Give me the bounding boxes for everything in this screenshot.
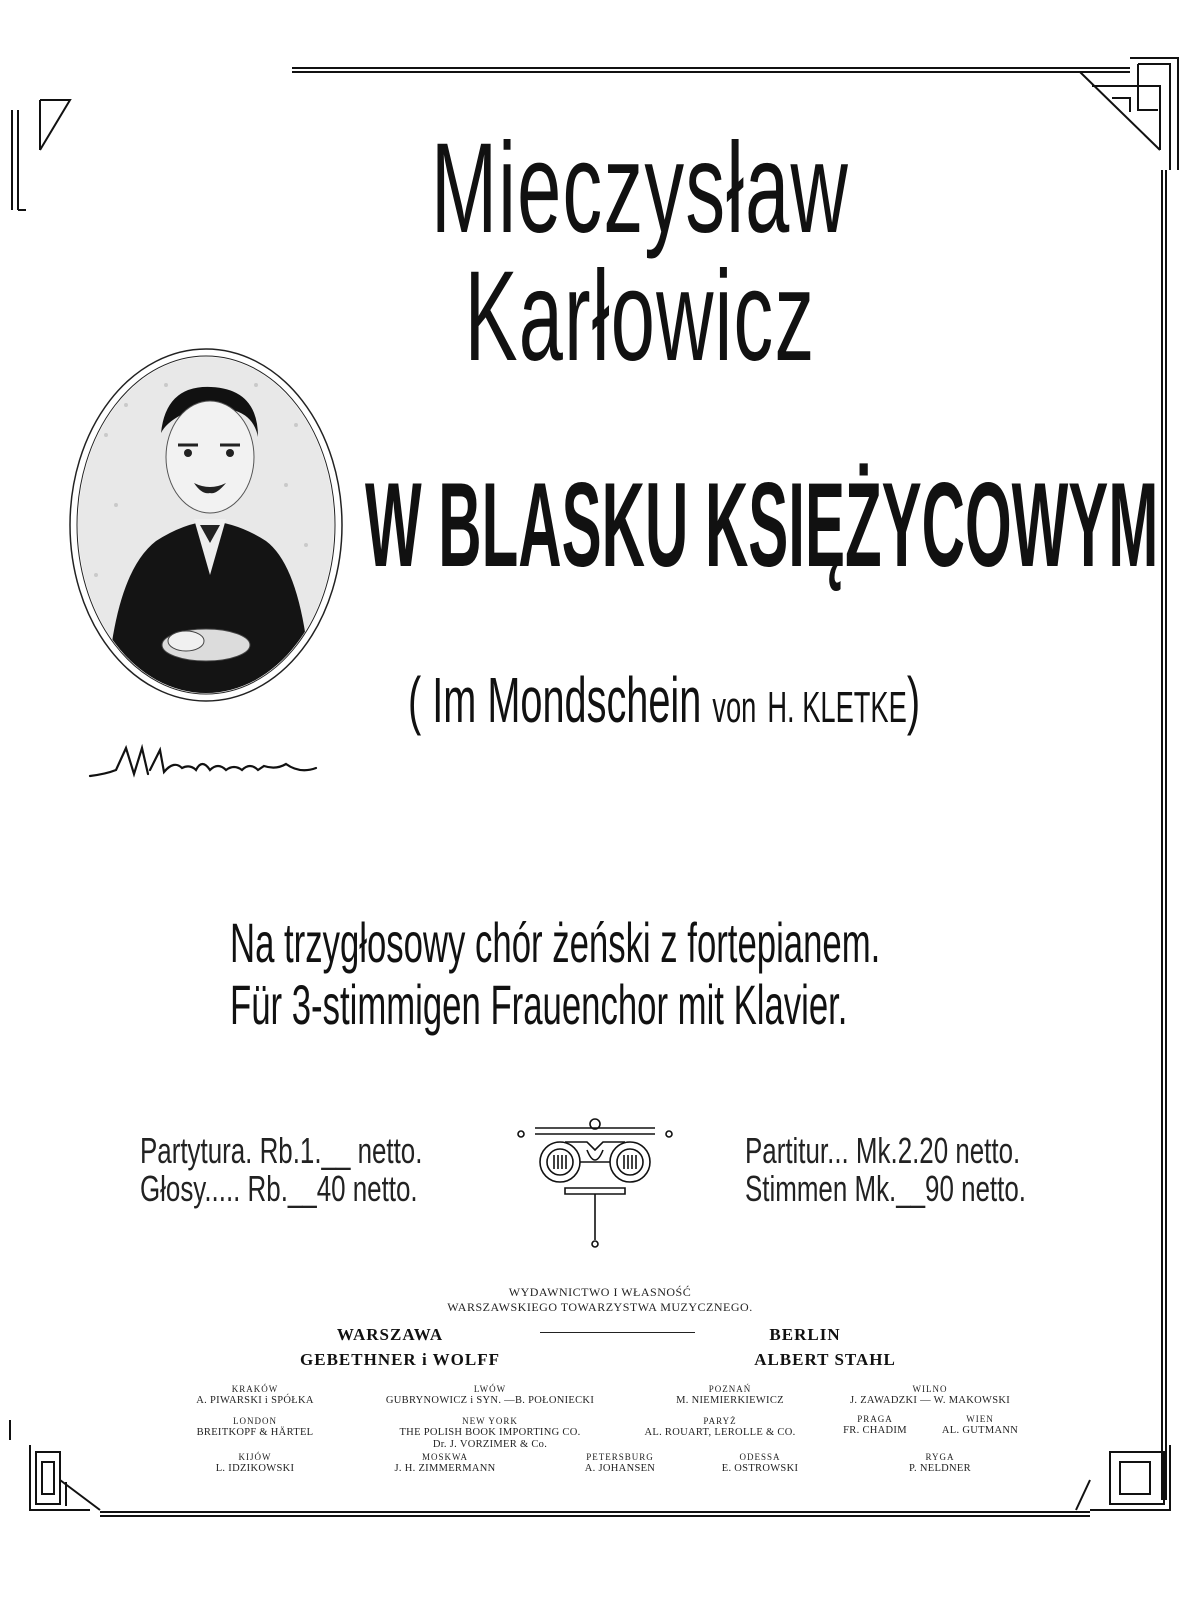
branch-odessa: ODESSA E. OSTROWSKI xyxy=(721,1452,799,1474)
branch-new-york: NEW YORK THE POLISH BOOK IMPORTING CO. Dr. J. VORZIMER & Co. xyxy=(399,1416,581,1450)
main-city-right: BERLIN xyxy=(769,1325,841,1344)
prices-polish xyxy=(140,1132,422,1208)
branch-poznan: POZNAŃ M. NIEMIERKIEWICZ xyxy=(676,1384,784,1406)
main-firm-left: GEBETHNER i WOLFF xyxy=(300,1350,500,1369)
branch-moskwa: MOSKWA J. H. ZIMMERMANN xyxy=(394,1452,496,1474)
price-row-score: Partytura. Rb.1.__ netto. xyxy=(140,1130,423,1171)
voicing-description xyxy=(230,912,880,1036)
branch-krakow: KRAKÓW A. PIWARSKI i SPÓŁKA xyxy=(196,1384,314,1406)
work-title-german xyxy=(408,664,921,736)
price-row-partitur: Partitur... Mk.2.20 netto. xyxy=(745,1130,1021,1171)
branch-ryga: RYGA P. NELDNER xyxy=(909,1452,971,1474)
price-row-stimmen: Stimmen Mk.__90 netto. xyxy=(745,1168,1026,1209)
branch-lwow: LWÓW GUBRYNOWICZ i SYN. —B. POŁONIECKI xyxy=(385,1384,595,1406)
branch-wien: WIEN AL. GUTMANN xyxy=(941,1414,1019,1436)
german-title: Im Mondschein xyxy=(432,664,702,736)
voicing-polish: Na trzygłosowy chór żeński z fortepianem. xyxy=(230,911,881,974)
branch-wilno: WILNO J. ZAWADZKI — W. MAKOWSKI xyxy=(849,1384,1011,1406)
composer-signature xyxy=(86,740,326,784)
composer-portrait xyxy=(66,345,346,705)
voicing-german: Für 3-stimmigen Frauenchor mit Klavier. xyxy=(230,973,848,1036)
central-ornament xyxy=(505,1110,685,1250)
publisher-line-1: WYDAWNICTWO I WŁASNOŚĆ xyxy=(508,1285,692,1299)
von-label: von xyxy=(712,683,757,732)
publisher-line-2: WARSZAWSKIEGO TOWARZYSTWA MUZYCZNEGO. xyxy=(447,1300,753,1314)
main-firm-right: ALBERT STAHL xyxy=(754,1350,896,1369)
close-bracket: ) xyxy=(906,664,921,736)
branch-london: LONDON BREITKOPF & HÄRTEL xyxy=(196,1416,314,1438)
lyricist-name: H. KLETKE xyxy=(767,683,907,732)
branch-petersburg: PETERSBURG A. JOHANSEN xyxy=(584,1452,656,1474)
branch-paris: PARYŻ AL. ROUART, LEROLLE & CO. xyxy=(644,1416,796,1438)
composer-name: Mieczysław Karłowicz xyxy=(430,117,850,388)
divider-rule xyxy=(540,1332,695,1333)
branch-praga: PRAGA FR. CHADIM xyxy=(843,1414,907,1436)
branch-kijow: KIJÓW L. IDZIKOWSKI xyxy=(215,1452,295,1474)
work-title-polish: W BLASKU KSIĘŻYCOWYM xyxy=(365,458,1159,592)
main-city-left: WARSZAWA xyxy=(336,1325,444,1344)
price-row-parts: Głosy..... Rb.__40 netto. xyxy=(140,1168,418,1209)
open-bracket: ( xyxy=(408,664,422,736)
prices-german xyxy=(745,1132,1026,1208)
